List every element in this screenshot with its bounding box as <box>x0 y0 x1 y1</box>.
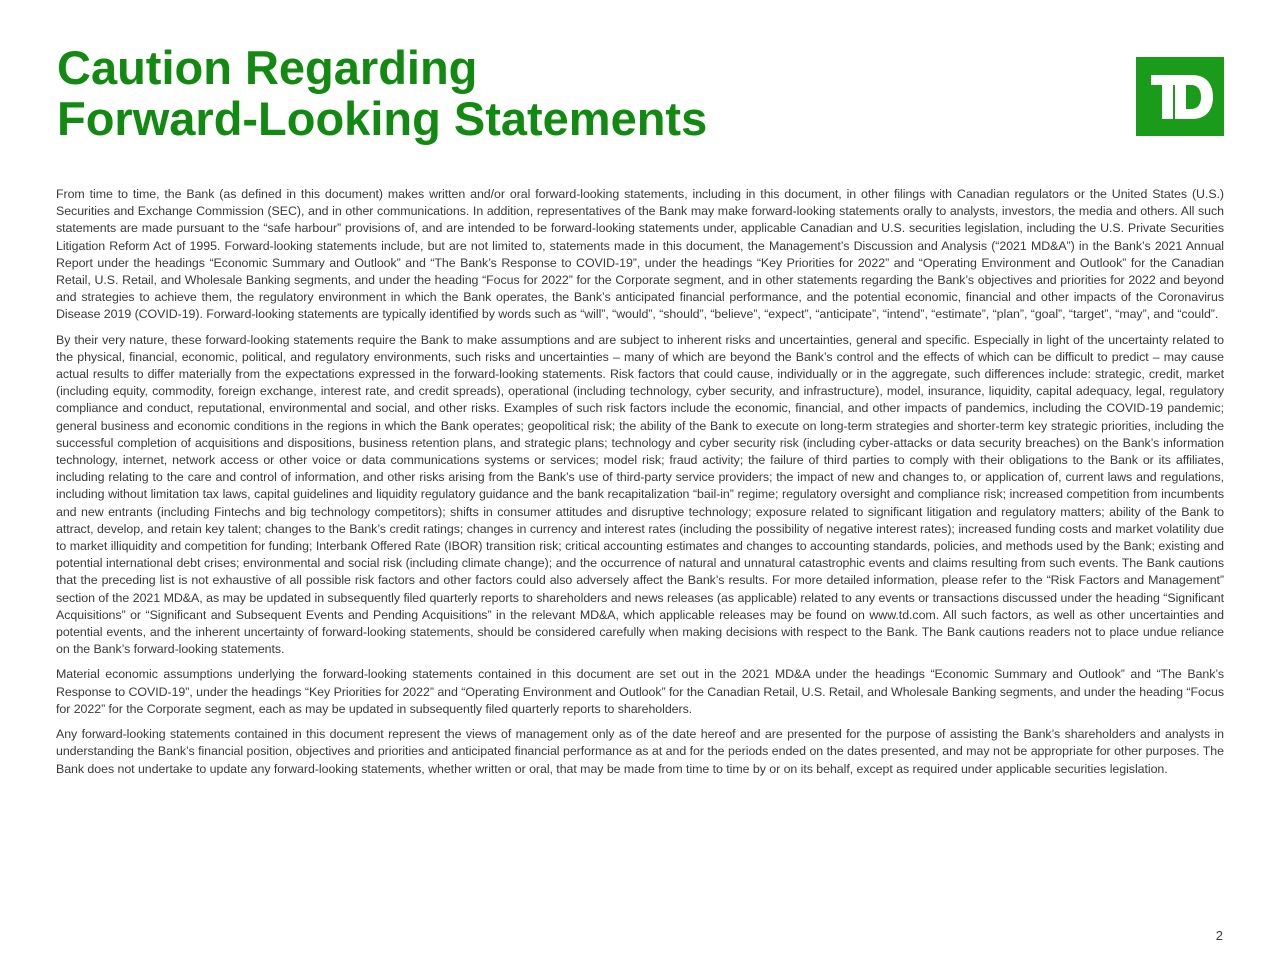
td-logo-icon <box>1136 57 1224 136</box>
paragraph-forward-looking-intro: From time to time, the Bank (as defined in this document) makes written and/or oral forward-looking statements, including in this document, in other filings with Canadian regulators or the United States (U.S.) Securities and Exchange Commission (SEC), and in other communications. In addition, representatives of the Bank may make forward-looking statements orally to analysts, investors, the media and others. All such statements are made pursuant to the “safe harbour” provisions of, and are intended to be forward-looking statements under, applicable Canadian and U.S. securities legislation, including the U.S. Private Securities Litigation Reform Act of 1995. Forward-looking statements include, but are not limited to, statements made in this document, the Management’s Discussion and Analysis (“2021 MD&A”) in the Bank’s 2021 Annual Report under the headings “Economic Summary and Outlook” and “The Bank’s Response to COVID-19”, under the headings “Key Priorities for 2022” and “Operating Environment and Outlook” for the Canadian Retail, U.S. Retail, and Wholesale Banking segments, and under the heading “Focus for 2022” for the Corporate segment, and in other statements regarding the Bank’s objectives and priorities for 2022 and beyond and strategies to achieve them, the regulatory environment in which the Bank operates, the Bank’s anticipated financial performance, and the potential economic, financial and other impacts of the Coronavirus Disease 2019 (COVID-19). Forward-looking statements are typically identified by words such as “will”, “would”, “should”, “believe”, “expect”, “anticipate”, “intend”, “estimate”, “plan”, “goal”, “target”, “may”, and “could”. <box>56 187 1224 322</box>
paragraph-risk-factors: By their very nature, these forward-looking statements require the Bank to make assumptions and are subject to inherent risks and uncertainties, general and specific. Especially in light of the uncertainty related to the physical, financial, economic, political, and regulatory environments, such risks and uncertainties – many of which are beyond the Bank’s control and the effects of which can be difficult to predict – may cause actual results to differ materially from the expectations expressed in the forward-looking statements. Risk factors that could cause, individually or in the aggregate, such differences include: strategic, credit, market (including equity, commodity, foreign exchange, interest rate, and credit spreads), operational (including technology, cyber security, and infrastructure), model, insurance, liquidity, capital adequacy, legal, regulatory compliance and conduct, reputational, environmental and social, and other risks. Examples of such risk factors include the economic, financial, and other impacts of pandemics, including the COVID-19 pandemic; general business and economic conditions in the regions in which the Bank operates; geopolitical risk; the ability of the Bank to execute on long-term strategies and shorter-term key strategic priorities, including the successful completion of acquisitions and dispositions, business retention plans, and strategic plans; technology and cyber security risk (including cyber-attacks or data security breaches) on the Bank’s information technology, internet, network access or other voice or data communications systems or services; model risk; fraud activity; the failure of third parties to comply with their obligations to the Bank or its affiliates, including relating to the care and control of information, and other risks arising from the Bank’s use of third-party service providers; the impact of new and changes to, or application of, current laws and regulations, including without limitation tax laws, capital guidelines and liquidity regulatory guidance and the bank recapitalization “bail-in” regime; regulatory oversight and compliance risk; increased competition from incumbents and new entrants (including Fintechs and big technology competitors); shifts in consumer attitudes and disruptive technology; exposure related to significant litigation and regulatory matters; ability of the Bank to attract, develop, and retain key talent; changes to the Bank’s credit ratings; changes in currency and interest rates (including the possibility of negative interest rates); increased funding costs and market volatility due to market illiquidity and competition for funding; Interbank Offered Rate (IBOR) transition risk; critical accounting estimates and changes to accounting standards, policies, and methods used by the Bank; existing and potential international debt crises; environmental and social risk (including climate change); and the occurrence of natural and unnatural catastrophic events and claims resulting from such events. The Bank cautions that the preceding list is not exhaustive of all possible risk factors and other factors could also adversely affect the Bank’s results. For more detailed information, please refer to the “Risk Factors and Management” section of the 2021 MD&A, as may be updated in subsequently filed quarterly reports to shareholders and news releases (as applicable) related to any events or transactions discussed under the heading “Significant Acquisitions” or “Significant and Subsequent Events and Pending Acquisitions” in the relevant MD&A, which applicable releases may be found on www.td.com. All such factors, as well as other uncertainties and potential events, and the inherent uncertainty of forward-looking statements, should be considered carefully when making decisions with respect to the Bank. The Bank cautions readers not to place undue reliance on the Bank’s forward-looking statements. <box>56 332 1224 657</box>
disclaimer-body <box>56 186 1224 786</box>
page-title <box>57 42 707 144</box>
page-number: 2 <box>1215 928 1223 943</box>
paragraph-no-update: Any forward-looking statements contained in this document represent the views of management only as of the date hereof and are presented for the purpose of assisting the Bank’s shareholders and analysts in understanding the Bank’s financial position, objectives and priorities and anticipated financial performance as at and for the periods ended on the dates presented, and may not be appropriate for other purposes. The Bank does not undertake to update any forward-looking statements, whether written or oral, that may be made from time to time by or on its behalf, except as required under applicable securities legislation. <box>56 727 1224 776</box>
page-title-line-1: Caution Regarding <box>57 41 478 94</box>
page-title-line-2: Forward-Looking Statements <box>57 92 708 145</box>
paragraph-economic-assumptions: Material economic assumptions underlying the forward-looking statements contained in this document are set out in the 2021 MD&A under the headings “Economic Summary and Outlook” and “The Bank’s Response to COVID-19”, under the headings “Key Priorities for 2022” and “Operating Environment and Outlook” for the Canadian Retail, U.S. Retail, and Wholesale Banking segments, and under the heading “Focus for 2022” for the Corporate segment, each as may be updated in subsequently filed quarterly reports to shareholders. <box>56 667 1224 716</box>
